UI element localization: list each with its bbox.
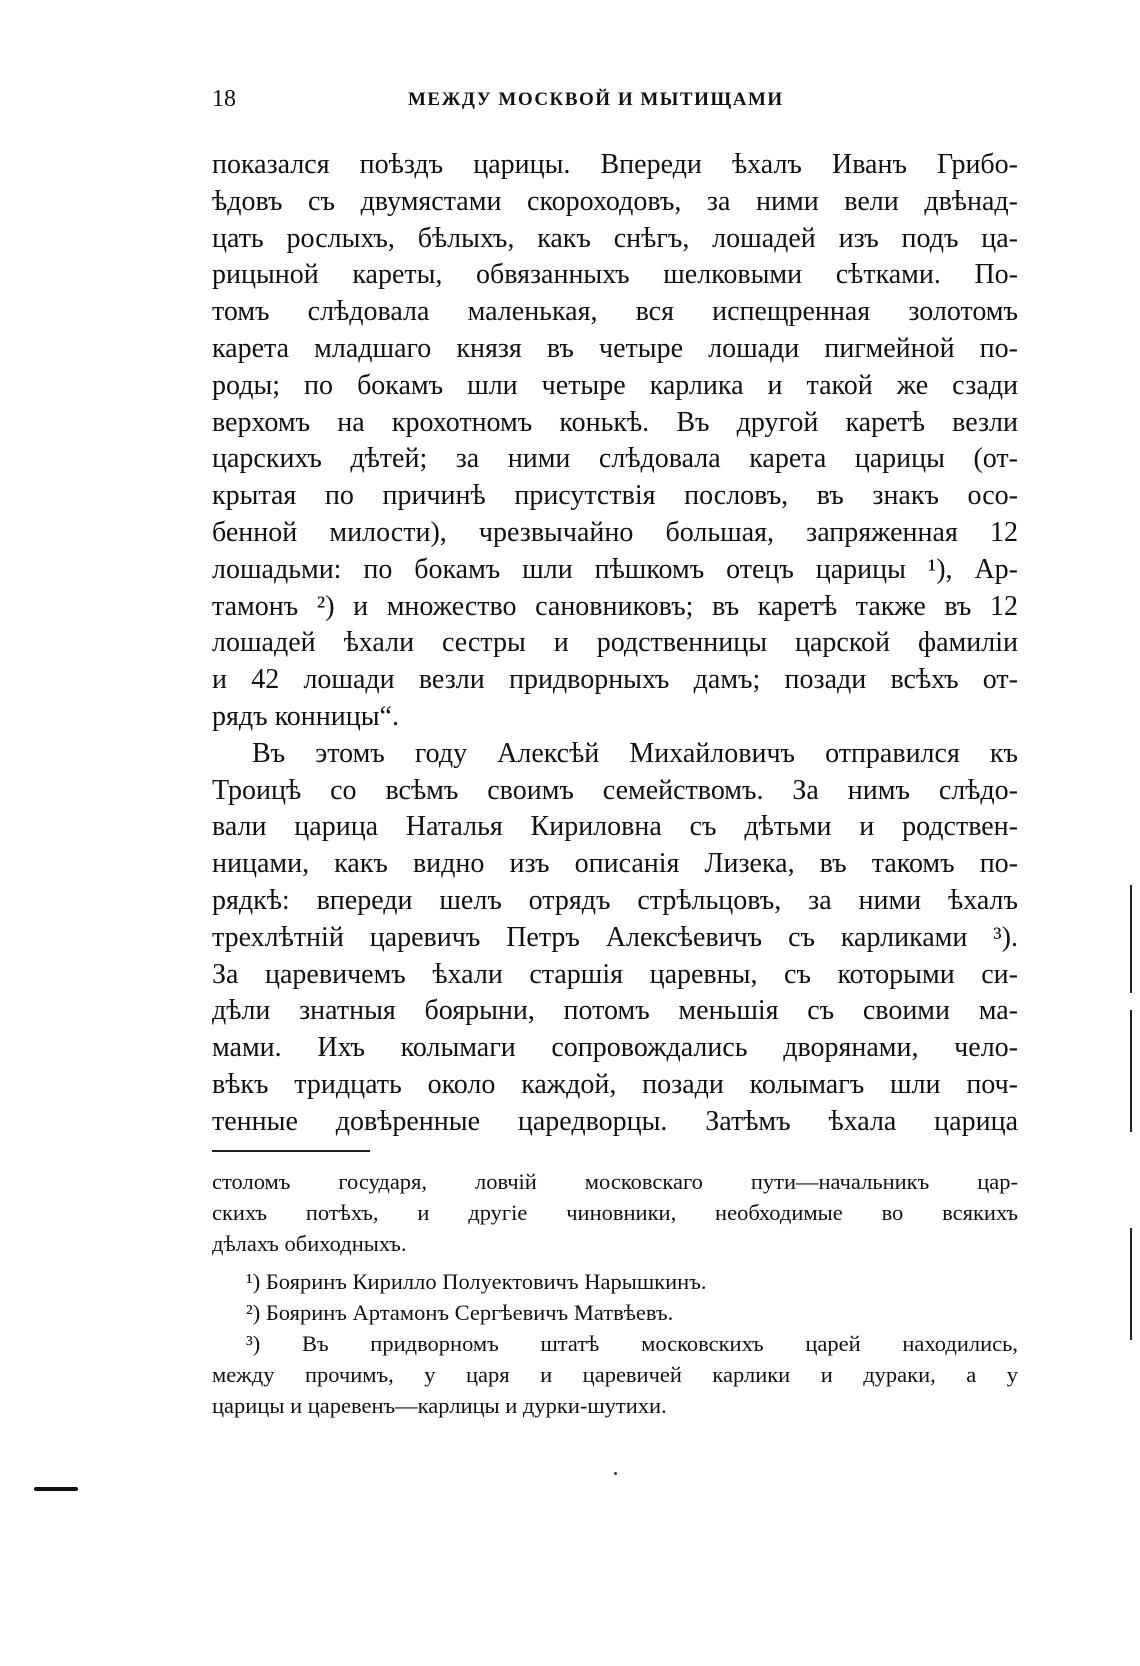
main-text [212,147,1018,1141]
footnote-2: ²) Бояринъ Артамонъ Сергѣевичъ Матвѣевъ. [246,1299,674,1325]
scan-edge-line [1130,1228,1132,1340]
text-line: тамонъ ²) и множество сановниковъ; въ каретѣ также въ 12 [212,590,1018,622]
text-line: лошадей ѣхали сестры и родственницы царской фамиліи [212,627,1018,659]
scan-mark [34,1487,78,1491]
text-line: томъ слѣдовала маленькая, вся испещренная золотомъ [212,296,1018,328]
text-line: За царевичемъ ѣхали старшія царевны, съ которыми си- [212,958,1018,990]
text-line: тенные довѣренные царедворцы. Затѣмъ ѣхала царица [212,1105,1018,1137]
scan-edge-line [1130,885,1132,993]
footnote-line: царицы и царевенъ—карлицы и дурки-шутихи. [212,1393,667,1419]
footnote-separator [212,1150,370,1152]
footnotes [212,1166,1018,1422]
text-line: верхомъ на крохотномъ конькѣ. Въ другой каретѣ везли [212,406,1018,438]
text-line: рядъ конницы“. [212,700,399,732]
scan-speck [614,1472,617,1475]
footnote-3: ³) Въ придворномъ штатѣ московскихъ царей находились, [246,1330,1018,1356]
text-line: трехлѣтній царевичъ Петръ Алексѣевичъ съ карликами ³). [212,921,1018,953]
running-title: МЕЖДУ МОСКВОЙ И МЫТИЩАМИ [408,89,784,110]
text-line: царскихъ дѣтей; за ними слѣдовала карета царицы (от- [212,443,1018,475]
text-line: ѣдовъ съ двумястами скороходовъ, за ними вели двѣнад- [212,185,1018,217]
text-line: карета младшаго князя въ четыре лошади пигмейной по- [212,332,1018,364]
footnote-line: между прочимъ, у царя и царевичей карлики и дураки, а у [212,1362,1018,1388]
text-line: лошадьми: по бокамъ шли пѣшкомъ отецъ царицы ¹), Ар- [212,553,1018,585]
footnote-line: столомъ государя, ловчій московскаго пути—начальникъ цар- [212,1169,1018,1194]
text-line: крытая по причинѣ присутствія пословъ, въ знакъ осо- [212,480,1018,512]
footnote-line: скихъ потѣхъ, и другіе чиновники, необходимые во всякихъ [212,1200,1018,1226]
text-line: мами. Ихъ колымаги сопровождались дворянами, чело- [212,1032,1018,1064]
text-line: вали царица Наталья Кириловна съ дѣтьми и родствен- [212,811,1018,843]
text-line: рядкѣ: впереди шелъ отрядъ стрѣльцовъ, за ними ѣхалъ [212,884,1018,916]
footnote-1: ¹) Бояринъ Кирилло Полуектовичъ Нарышкинъ. [246,1268,707,1294]
text-line: показался поѣздъ царицы. Впереди ѣхалъ Иванъ Грибо- [212,149,1018,180]
text-line: Троицѣ со всѣмъ своимъ семействомъ. За нимъ слѣдо- [212,774,1018,806]
text-line: и 42 лошади везли придворныхъ дамъ; позади всѣхъ от- [212,664,1018,696]
text-line: бенной милости), чрезвычайно большая, запряженная 12 [212,516,1018,548]
text-line: ницами, какъ видно изъ описанія Лизека, въ такомъ по- [212,848,1018,880]
text-line: рицыной кареты, обвязанныхъ шелковыми сѣтками. По- [212,259,1018,291]
scan-edge-line [1130,1010,1132,1132]
text-line: Въ этомъ году Алексѣй Михайловичъ отправился къ [252,737,1018,769]
text-line: роды; по бокамъ шли четыре карлика и такой же сзади [212,369,1018,401]
text-line: дѣли знатныя боярыни, потомъ меньшія съ своими ма- [212,995,1018,1027]
text-line: вѣкъ тридцать около каждой, позади колымагъ шли поч- [212,1068,1018,1100]
text-line: цать рослыхъ, бѣлыхъ, какъ снѣгъ, лошадей изъ подъ ца- [212,222,1018,254]
footnote-line: дѣлахъ обиходныхъ. [212,1231,407,1257]
page-number: 18 [212,86,236,112]
